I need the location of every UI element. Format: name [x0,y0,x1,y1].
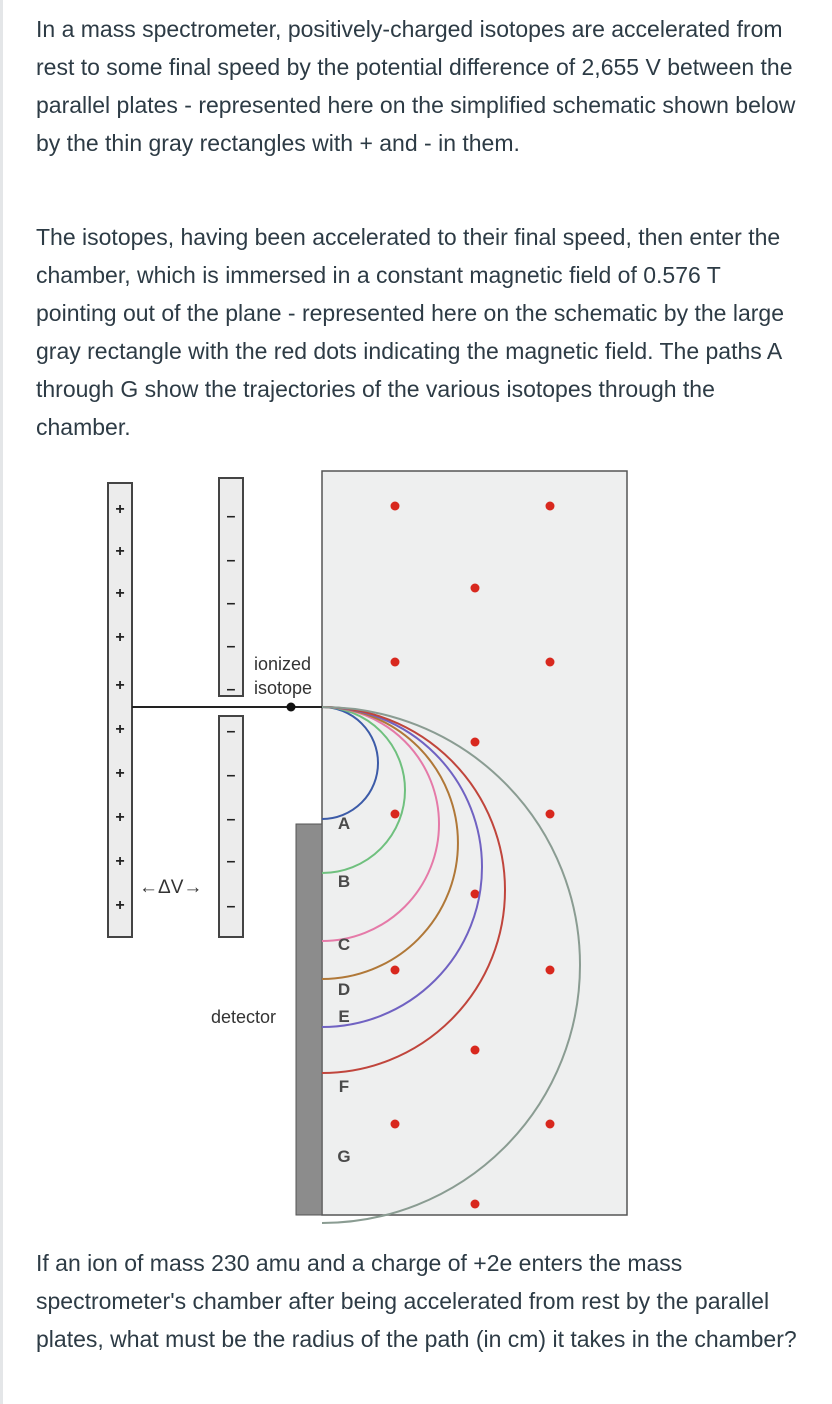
chamber-paragraph: The isotopes, having been accelerated to their final speed, then enter the chamber, which is immersed in a constant magnetic field of 0.576 T pointing out of the plane - represented here on the schematic by the large gray rectangle with the red dots indicating the magnetic field. The paths A through G show the trajectories of the various isotopes through the chamber. [36,224,784,440]
plus-sign: + [115,543,125,560]
plus-sign: + [115,765,125,782]
field-dot [546,1120,555,1129]
plus-sign: + [115,853,125,870]
field-dot [471,1200,480,1209]
plus-sign: + [115,721,125,738]
minus-sign: – [226,898,236,915]
minus-sign: – [226,552,236,569]
plus-sign: + [115,501,125,518]
plus-sign: + [115,585,125,602]
minus-sign: – [226,811,236,828]
field-dot [471,584,480,593]
minus-sign: – [226,681,236,698]
field-dot [471,1046,480,1055]
plus-sign: + [115,677,125,694]
minus-sign: – [226,853,236,870]
field-dot [546,966,555,975]
field-dot [391,1120,400,1129]
field-dot [391,966,400,975]
plus-sign: + [115,629,125,646]
question-paragraph: If an ion of mass 230 amu and a charge of +2e enters the mass spectrometer's chamber after being accelerated from rest by the parallel plates, what must be the radius of the path (in cm) it takes in the chamber? [36,1250,797,1352]
detector-bar [296,824,322,1215]
isotope-label: isotope [254,678,313,698]
minus-sign: – [226,723,236,740]
intro-paragraph: In a mass spectrometer, positively-charged isotopes are accelerated from rest to some final speed by the potential difference of 2,655 V between the parallel plates - represented here on the simplified schematic shown below by the thin gray rectangles with + and - in them. [36,16,796,156]
field-dot [546,810,555,819]
field-dot [471,738,480,747]
field-dot [391,658,400,667]
path-label-b: B [337,872,351,891]
minus-sign: – [226,595,236,612]
path-label-d: D [337,980,351,999]
ionized-isotope-dot [287,703,296,712]
path-label-a: A [337,814,351,833]
plus-sign: + [115,897,125,914]
minus-sign: – [226,767,236,784]
field-dot [391,810,400,819]
minus-sign: – [226,508,236,525]
content-left-rule [0,0,3,1404]
path-label-c: C [337,935,351,954]
field-dot [546,502,555,511]
ionized-label: ionized [254,654,312,674]
mass-spectrometer-figure [95,462,645,1228]
magnetic-chamber [322,471,627,1215]
field-dot [391,502,400,511]
minus-sign: – [226,638,236,655]
plus-sign: + [115,809,125,826]
field-dot [546,658,555,667]
path-label-f: F [338,1077,350,1096]
path-label-e: E [338,1007,350,1026]
detector-label: detector [211,1007,277,1027]
delta-v-label: ←ΔV→ [139,877,203,898]
path-label-g: G [337,1147,351,1166]
